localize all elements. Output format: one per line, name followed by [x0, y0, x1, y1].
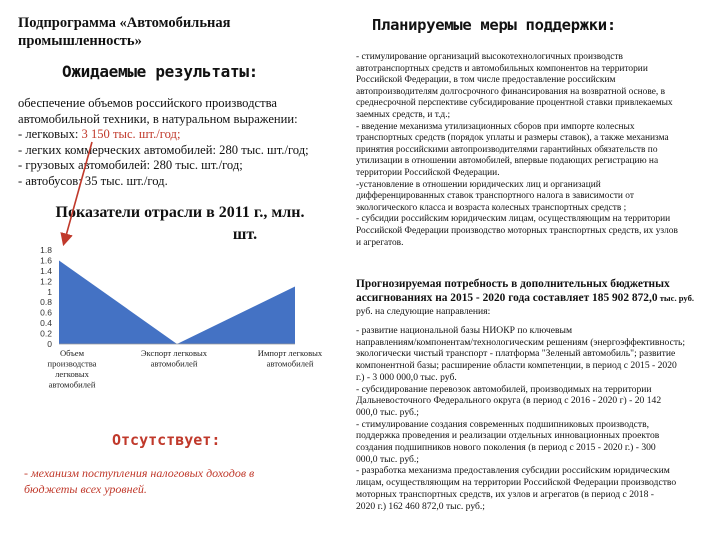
- measure-line: -установление в отношении юридических лиц и организаций: [356, 179, 601, 190]
- y-tick-label: 0.8: [40, 297, 52, 308]
- measure-line: заемных средств, и т.д.;: [356, 109, 451, 120]
- y-tick-label: 1.8: [40, 245, 52, 255]
- budget-need-amount: ассигнованиях на 2015 - 2020 года составляет 185 902 872,0: [356, 292, 658, 304]
- passenger-cars-highlight: 3 150 тыс. шт./год;: [81, 127, 181, 142]
- budget-need-unit: тыс. руб.: [657, 293, 695, 303]
- y-tick-label: 0.2: [40, 328, 52, 339]
- measure-line: принятия российскими автопроизводителями гарантийных обязательств по: [356, 144, 658, 155]
- measure-line: территории Российской Федерации.: [356, 167, 500, 178]
- direction-line: - развитие национальной базы НИОКР по ключевым: [356, 325, 573, 336]
- direction-line: экологически чистый транспорт - платформа "Зеленый автомобиль"; развитие: [356, 348, 676, 360]
- x-category-label: Экспорт легковых автомобилей: [140, 348, 208, 369]
- direction-line: 000,0 тыс. руб.;: [356, 453, 419, 465]
- direction-line: г.) - 3 000 000,0 тыс. руб.: [356, 371, 457, 383]
- direction-line: направлениям/компонентам/технологическим решениям (энергоэффективность;: [356, 336, 686, 348]
- direction-line: 000,0 тыс. руб.;: [356, 406, 419, 418]
- subprogram-title-line: промышленность»: [18, 33, 142, 49]
- budget-need-line: Прогнозируемая потребность в дополнительных бюджетных: [356, 278, 670, 290]
- planned-measures-heading: Планируемые меры поддержки:: [372, 16, 616, 34]
- y-tick-label: 0.6: [40, 307, 52, 318]
- body-line: - грузовых автомобилей: 280 тыс. шт./год;: [18, 158, 243, 173]
- highlight-arrow: [64, 142, 92, 243]
- body-line: обеспечение объемов российского производства: [18, 96, 277, 110]
- chart-area-series: [59, 260, 295, 344]
- direction-line: - разработка механизма предоставления субсидии российским юридическим: [356, 465, 670, 477]
- direction-line: создания подшипников нового поколения (в период с 2015 - 2020 г.) - 300: [356, 442, 656, 454]
- measure-line: автотранспортных средств и автомобильных компонентов на территории: [356, 63, 648, 74]
- budget-need-paragraph: [356, 277, 706, 319]
- direction-line: 2020 г.) 162 460 872,0 тыс. руб.;: [356, 500, 485, 512]
- measure-line: - стимулирование организаций высокотехнологичных производств: [356, 52, 623, 62]
- measure-line: автопроизводителям долгосрочного финансирования на возвратной основе, в: [356, 86, 666, 97]
- indicators-title-line: Показатели отрасли в 2011 г., млн.: [55, 204, 305, 221]
- measure-line: - субсидии российским юридическим лицам, осуществляющим на территории: [356, 214, 671, 225]
- direction-line: лицам, осуществляющим на территории Российской Федерации производство: [356, 477, 677, 489]
- y-tick-label: 0.4: [40, 318, 52, 329]
- measure-line: - введение механизма утилизационных сборов при импорте колесных: [356, 121, 635, 132]
- expected-results-heading: Ожидаемые результаты:: [62, 62, 258, 81]
- tax-mechanism-line: - механизм поступления налоговых доходов в: [24, 466, 255, 480]
- y-tick-label: 0: [47, 339, 52, 349]
- body-line: автомобильной техники, в натуральном выражении:: [18, 111, 298, 126]
- direction-line: поддержка проведения и реализации отдельных инновационных проектов: [356, 430, 660, 442]
- measure-line: экологического класса и возраста колесных транспортных средств ;: [356, 202, 627, 213]
- direction-line: моторных транспортных средств, их узлов и агрегатов (в период с 2018 -: [356, 488, 654, 500]
- y-tick-label: 1.2: [40, 276, 52, 287]
- direction-line: - стимулирование создания современных подшипниковых производств,: [356, 418, 649, 430]
- y-tick-label: 1.6: [40, 255, 52, 266]
- measure-line: транспортных средств (порядок уплаты и размеры ставок), а также механизма: [356, 133, 669, 144]
- direction-line: компонентной базы; расширение области компетенции, в период с 2015 - 2020: [356, 360, 677, 372]
- direction-line: - субсидирование перевозок автомобилей, производимых на территории: [356, 383, 652, 395]
- measure-line: среднесрочной перспективе субсидирование процентной ставки привлекаемых: [356, 98, 673, 109]
- y-tick-label: 1.4: [40, 265, 52, 276]
- measure-line: Российской Федерации, в том числе предоставление российским: [356, 75, 616, 86]
- tax-mechanism-note: [24, 465, 334, 497]
- measure-line: дифференцированных ставок транспортного налога в зависимости от: [356, 191, 634, 202]
- absent-heading: Отсутствует:: [112, 431, 221, 449]
- measure-line: утилизации в отношении автомобилей, впервые подающих регистрацию на: [356, 156, 659, 167]
- indicators-title-line: шт.: [232, 226, 258, 243]
- measure-line: Российской Федерации производство моторных транспортных средств, их узлов: [356, 225, 678, 236]
- body-line: - автобусов: 35 тыс. шт./год.: [18, 173, 168, 188]
- body-line-label: - легковых:: [18, 127, 82, 142]
- budget-need-line-amount: [356, 291, 706, 305]
- x-category-label: Импорт легковых автомобилей: [257, 348, 323, 369]
- planned-measures-list: [356, 52, 706, 249]
- measure-line: и агрегатов.: [356, 237, 404, 248]
- x-category-label: Объем производства легковых автомобилей: [47, 348, 97, 390]
- direction-line: Дальневосточного Федерального округа (в период с 2016 - 2020 г) - 20 142: [356, 395, 662, 407]
- body-line: - легких коммерческих автомобилей: 280 тыс. шт./год;: [18, 142, 309, 157]
- tax-mechanism-line: бюджеты всех уровней.: [24, 482, 147, 496]
- y-tick-label: 1: [47, 286, 52, 297]
- subprogram-title-line: Подпрограмма «Автомобильная: [18, 15, 231, 31]
- budget-need-line: руб. на следующие направления:: [356, 306, 491, 317]
- funding-directions-list: [356, 325, 706, 512]
